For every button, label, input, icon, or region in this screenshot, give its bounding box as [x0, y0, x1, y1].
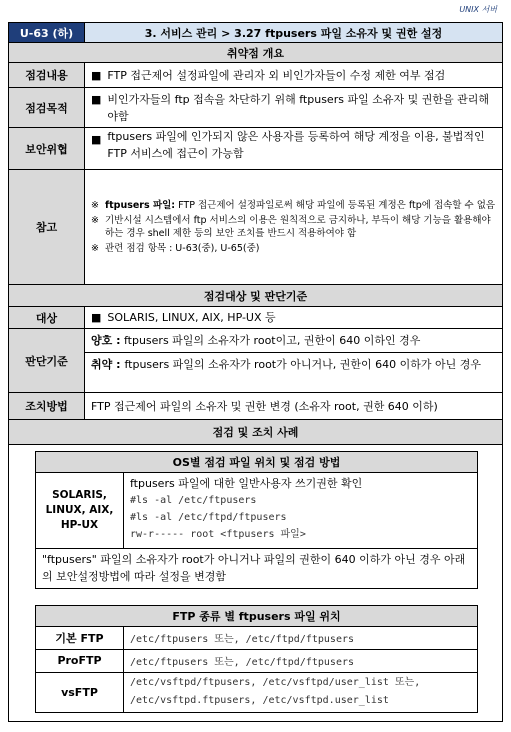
overview-row-text: FTP 접근제어 설정파일에 관리자 외 비인가자들이 수정 제한 여부 점검	[107, 68, 446, 82]
overview-row-text: ftpusers 파일에 인가되지 않은 사용자를 등록하여 해당 계정을 이용, 불법적인 FTP 서비스에 접근이 가능함	[107, 130, 485, 160]
overview-row-content	[9, 63, 502, 88]
judge-label: 판단기준	[9, 329, 85, 392]
overview-row-purpose	[9, 88, 502, 128]
command-output: rw-r----- root <ftpusers 파일>	[130, 529, 306, 540]
os-check-box	[35, 451, 478, 589]
overview-row-text: 비인가자들의 ftp 접속을 차단하기 위해 ftpusers 파일 소유자 및 권한을 관리해야함	[107, 92, 489, 123]
overview-row-label: 점검목적	[9, 88, 85, 127]
ftp-row-label: ProFTP	[36, 649, 124, 672]
document-category: UNIX 서버	[459, 5, 497, 14]
overview-row-label: 보안위협	[9, 128, 85, 169]
examples-section-title: 점검 및 조치 사례	[9, 420, 502, 445]
ftp-row	[36, 649, 477, 673]
action-label: 조치방법	[9, 393, 85, 419]
ftp-row-value: /etc/vsftpd/ftpusers, /etc/vsftpd/user_list 또는,	[130, 677, 421, 688]
criteria-target-row	[9, 307, 502, 329]
ftp-row	[36, 672, 477, 712]
overview-section-title: 취약점 개요	[9, 43, 502, 63]
title-bar	[9, 23, 502, 43]
ftp-row-value: /etc/vsftpd.ftpusers, /etc/vsftpd.user_list	[130, 695, 389, 706]
ftp-row-label: vsFTP	[36, 672, 124, 712]
note-item: ※ 기반시설 시스템에서 ftp 서비스의 이용은 원칙적으로 금지하나, 부득이 해당 기능을 활용해야 하는 경우 shell 제한 등의 보안 조치를 반드시 적용하여야 함	[91, 215, 491, 239]
command-line: #ls -al /etc/ftpusers	[130, 495, 257, 506]
note-item: ※ 관련 점검 항목 : U-63(중), U-65(중)	[91, 243, 260, 254]
bullet-mark: ■	[91, 311, 102, 324]
action-text: FTP 접근제어 파일의 소유자 및 권한 변경 (소유자 root, 권한 640 이하)	[91, 399, 438, 413]
item-id: U-63 (하)	[9, 23, 85, 42]
document-frame	[8, 22, 503, 722]
os-box-footer: "ftpusers" 파일의 소유자가 root가 아니거나 파일의 권한이 640 이하가 아닌 경우 아래의 보안설정방법에 따라 설정을 변경함	[42, 553, 466, 583]
command-line: #ls -al /etc/ftpd/ftpusers	[130, 512, 287, 523]
item-title: 3. 서비스 관리 > 3.27 ftpusers 파일 소유자 및 권한 설정	[85, 23, 502, 42]
target-text: SOLARIS, LINUX, AIX, HP-UX 등	[107, 311, 276, 324]
criteria-judge-row	[9, 329, 502, 393]
ftp-row	[36, 626, 477, 650]
overview-row-note	[9, 170, 502, 285]
os-box-title: OS별 점검 파일 위치 및 점검 방법	[36, 452, 477, 473]
bad-criterion: 취약 : ftpusers 파일의 소유자가 root가 아니거나, 권한이 640 이하가 아닌 경우	[91, 358, 481, 371]
os-check-detail	[130, 475, 473, 543]
criteria-action-row	[9, 393, 502, 420]
os-check-desc: ftpusers 파일에 대한 일반사용자 쓰기권한 확인	[130, 477, 363, 490]
ftp-location-box	[35, 605, 478, 713]
note-item: ※ ftpusers 파일: FTP 접근제어 설정파일로써 해당 파일에 등록된 계정은 ftp에 접속할 수 없음	[91, 200, 496, 211]
bullet-mark: ■	[91, 68, 102, 82]
overview-row-label: 점검내용	[9, 63, 85, 87]
target-label: 대상	[9, 307, 85, 328]
os-box-body	[36, 472, 477, 549]
ftp-row-value: /etc/ftpusers 또는, /etc/ftpd/ftpusers	[130, 657, 355, 668]
ftp-row-value: /etc/ftpusers 또는, /etc/ftpd/ftpusers	[130, 634, 355, 645]
overview-row-threat	[9, 128, 502, 170]
criteria-section-title: 점검대상 및 판단기준	[9, 285, 502, 307]
bullet-mark: ■	[91, 93, 102, 106]
bullet-mark: ■	[91, 133, 102, 146]
ftp-row-label: 기본 FTP	[36, 626, 124, 649]
os-label: SOLARIS, LINUX, AIX, HP-UX	[36, 472, 124, 548]
good-criterion: 양호 : ftpusers 파일의 소유자가 root이고, 권한이 640 이하인 경우	[85, 329, 502, 353]
ftp-box-title: FTP 종류 별 ftpusers 파일 위치	[36, 606, 477, 627]
note-label: 참고	[9, 170, 85, 284]
